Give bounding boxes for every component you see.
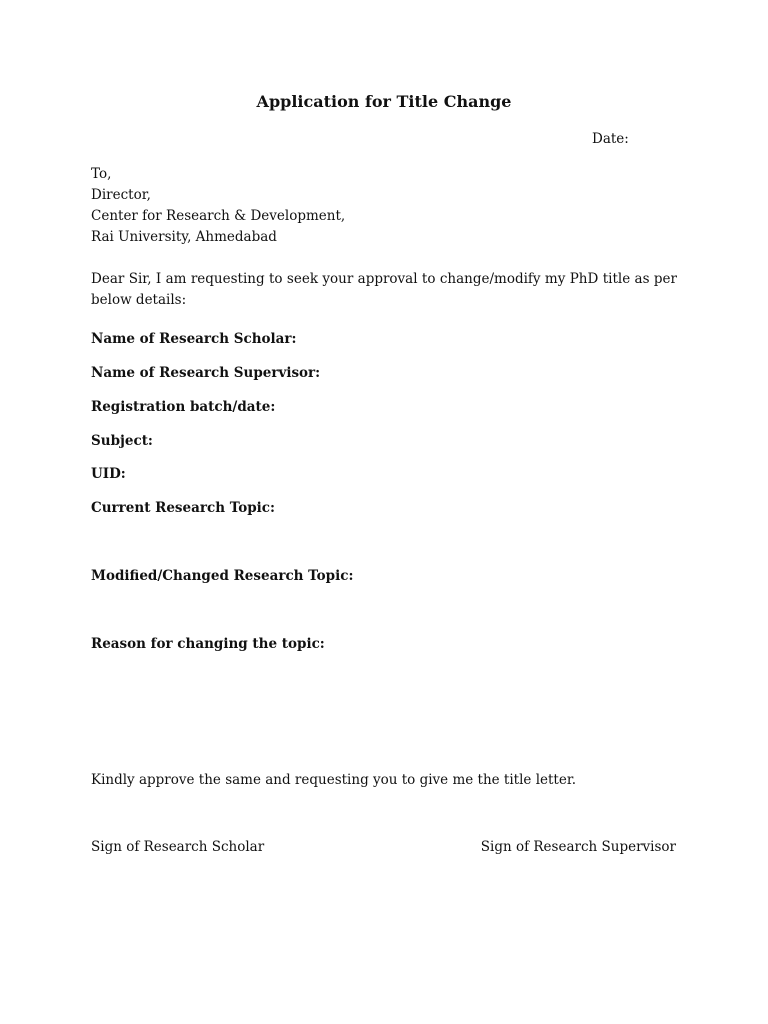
field-modified-topic: Modified/Changed Research Topic: <box>91 568 354 584</box>
date-label: Date: <box>592 131 629 147</box>
field-research-supervisor: Name of Research Supervisor: <box>91 365 321 381</box>
field-current-topic: Current Research Topic: <box>91 500 275 516</box>
intro-paragraph: Dear Sir, I am requesting to seek your approval to change/modify my PhD title as per below details: <box>91 271 677 308</box>
field-subject: Subject: <box>91 433 153 449</box>
document-title: Application for Title Change <box>256 92 512 111</box>
address-line-3: Rai University, Ahmedabad <box>91 229 277 245</box>
signature-research-scholar: Sign of Research Scholar <box>91 839 265 855</box>
address-line-1: Director, <box>91 187 151 203</box>
field-uid: UID: <box>91 466 126 482</box>
address-to: To, <box>91 166 112 182</box>
signature-research-supervisor: Sign of Research Supervisor <box>480 839 676 855</box>
field-registration-batch: Registration batch/date: <box>91 399 276 415</box>
field-reason: Reason for changing the topic: <box>91 636 325 652</box>
recipient-address <box>91 164 345 248</box>
field-research-scholar: Name of Research Scholar: <box>91 331 297 347</box>
closing-sentence: Kindly approve the same and requesting you to give me the title letter. <box>91 772 577 788</box>
address-line-2: Center for Research & Development, <box>91 208 346 224</box>
